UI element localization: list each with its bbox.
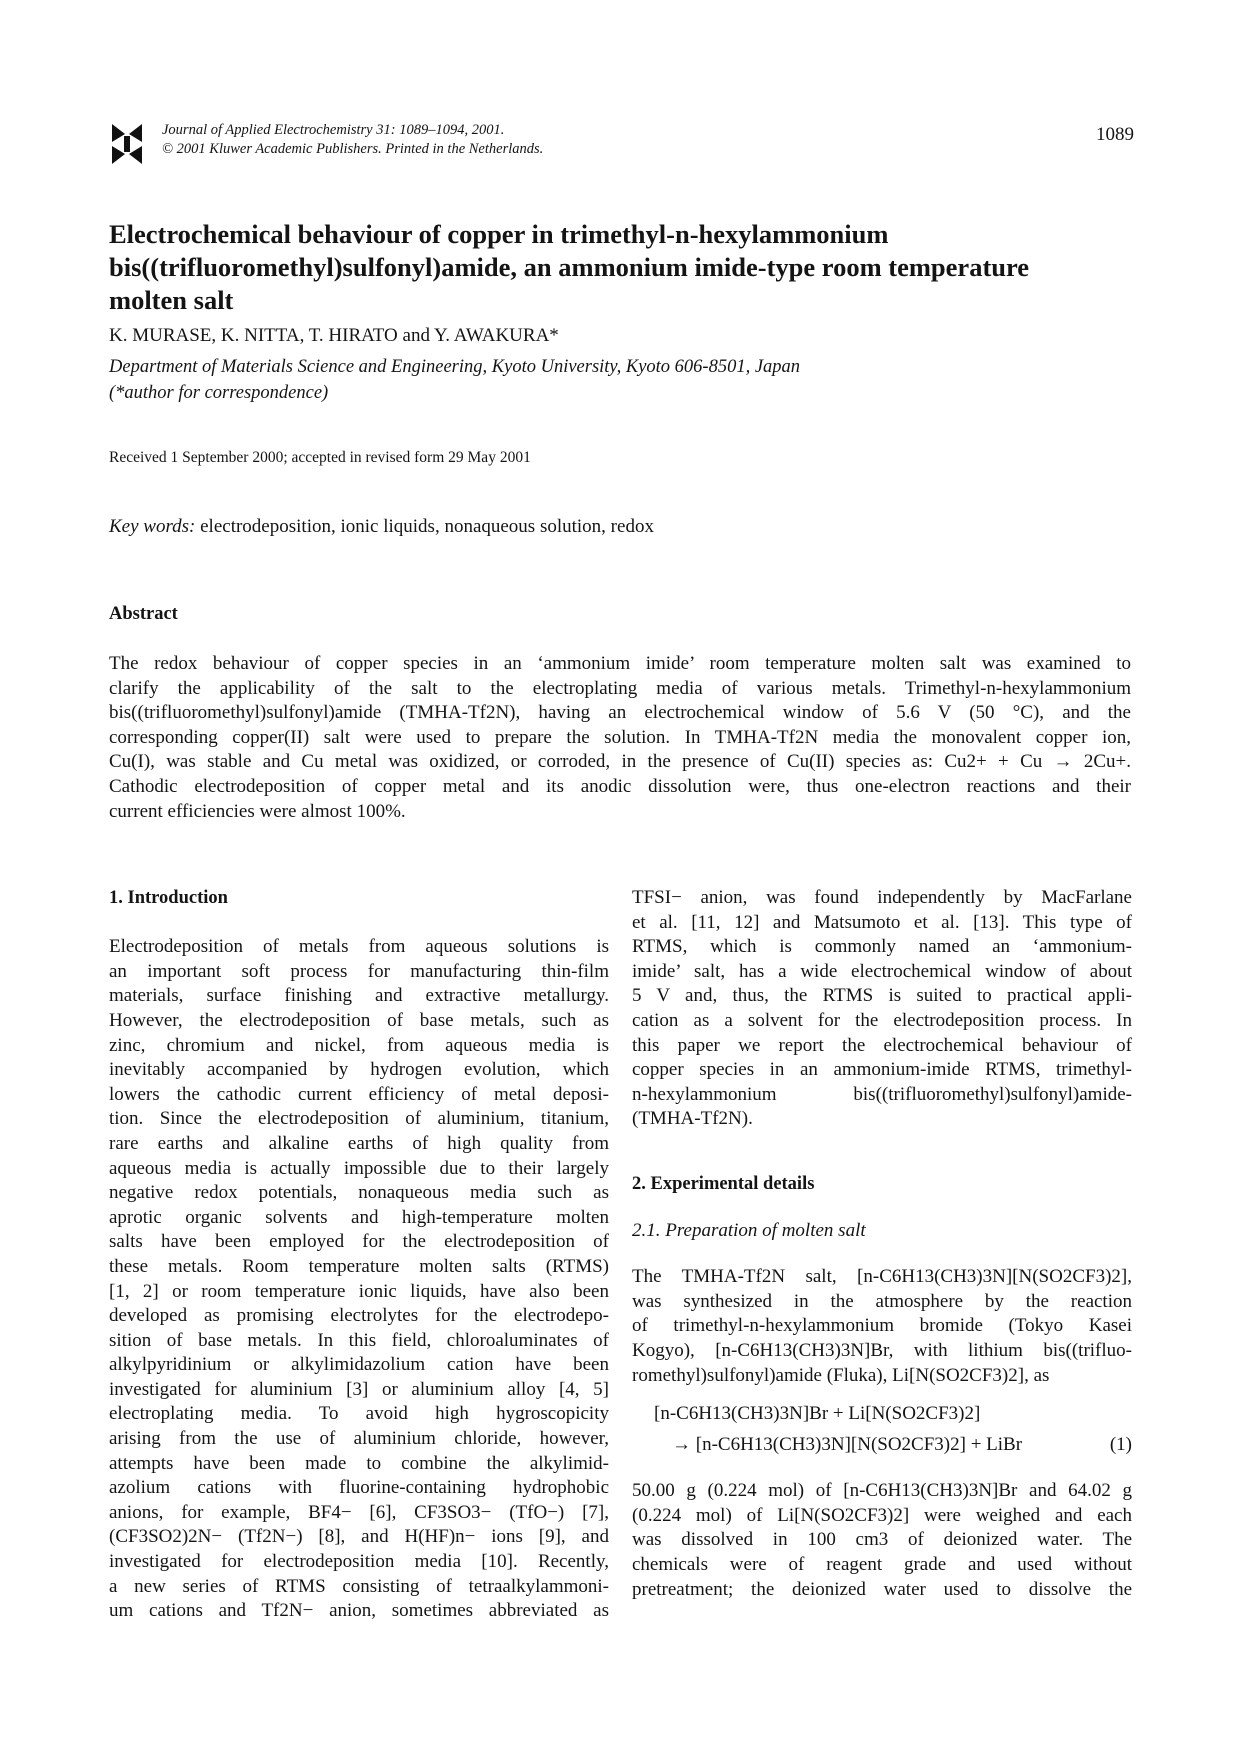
affiliation-line: (*author for correspondence) bbox=[109, 383, 329, 403]
publisher-logo-icon bbox=[110, 122, 144, 166]
body-line: Kogyo), [n-C6H13(CH3)3N]Br, with lithium bis((trifluo- bbox=[632, 1339, 1132, 1361]
abstract-line: corresponding copper(II) salt were used to prepare the solution. In TMHA-Tf2N media the monovalent copper ion, bbox=[109, 726, 1131, 748]
equation-line-1: [n-C6H13(CH3)3N]Br + Li[N(SO2CF3)2] bbox=[654, 1403, 981, 1425]
equation-1 bbox=[632, 1402, 1132, 1427]
title-line: Electrochemical behaviour of copper in trimethyl-n-hexylammonium bbox=[109, 219, 889, 249]
body-line: salts have been employed for the electrodeposition of bbox=[109, 1231, 609, 1253]
abstract-heading: Abstract bbox=[109, 604, 178, 624]
abstract-line: current efficiencies were almost 100%. bbox=[109, 800, 406, 822]
body-line: an important soft process for manufacturing thin-film bbox=[109, 960, 609, 982]
keywords-label: Key words: bbox=[109, 516, 196, 537]
abstract-line: Cu(I), was stable and Cu metal was oxidized, or corroded, in the presence of Cu(II) species as: Cu2+ + Cu → 2Cu+. bbox=[109, 751, 1131, 773]
body-line: (TMHA-Tf2N). bbox=[632, 1108, 753, 1130]
body-line: However, the electrodeposition of base metals, such as bbox=[109, 1009, 609, 1031]
body-line: was dissolved in 100 cm3 of deionized water. The bbox=[632, 1529, 1132, 1551]
body-line: pretreatment; the deionized water used to dissolve the bbox=[632, 1578, 1132, 1600]
body-line: investigated for electrodeposition media [10]. Recently, bbox=[109, 1551, 609, 1573]
abstract-line: bis((trifluoromethyl)sulfonyl)amide (TMHA-Tf2N), having an electrochemical window of 5.6 V (50 °C), and the bbox=[109, 702, 1131, 724]
abstract-line: clarify the applicability of the salt to the electroplating media of various metals. Trimethyl-n-hexylammonium bbox=[109, 677, 1131, 699]
received-dates: Received 1 September 2000; accepted in revised form 29 May 2001 bbox=[109, 449, 531, 466]
body-line: lowers the cathodic current efficiency of metal deposi- bbox=[109, 1083, 609, 1105]
body-line: n-hexylammonium bis((trifluoromethyl)sulfonyl)amide- bbox=[632, 1083, 1132, 1105]
body-line: 50.00 g (0.224 mol) of [n-C6H13(CH3)3N]Br and 64.02 g bbox=[632, 1480, 1132, 1502]
body-line: anions, for example, BF4− [6], CF3SO3− (TfO−) [7], bbox=[109, 1501, 609, 1523]
title-line: bis((trifluoromethyl)sulfonyl)amide, an ammonium imide-type room temperature bbox=[109, 252, 1030, 282]
body-line: imide’ salt, has a wide electrochemical window of about bbox=[632, 960, 1132, 982]
body-line: Electrodeposition of metals from aqueous solutions is bbox=[109, 936, 609, 958]
body-line: TFSI− anion, was found independently by MacFarlane bbox=[632, 887, 1132, 908]
page-number: 1089 bbox=[1096, 124, 1134, 145]
title-line: molten salt bbox=[109, 285, 234, 315]
equation-line-2: → [n-C6H13(CH3)3N][N(SO2CF3)2] + LiBr bbox=[672, 1433, 1023, 1455]
journal-line-2: © 2001 Kluwer Academic Publishers. Printed in the Netherlands. bbox=[162, 141, 544, 157]
body-line: copper species in an ammonium-imide RTMS, trimethyl- bbox=[632, 1059, 1132, 1081]
body-line: developed as promising electrolytes for the electrodepo- bbox=[109, 1305, 609, 1327]
body-line: azolium cations with fluorine-containing hydrophobic bbox=[109, 1477, 609, 1499]
body-line: RTMS, which is commonly named an ‘ammonium- bbox=[632, 936, 1132, 958]
subsection-heading: 2.1. Preparation of molten salt bbox=[632, 1219, 866, 1241]
body-line: rare earths and alkaline earths of high quality from bbox=[109, 1132, 609, 1154]
keywords bbox=[109, 516, 654, 538]
body-line: inevitably accompanied by hydrogen evolution, which bbox=[109, 1059, 609, 1081]
body-line: aqueous media is actually impossible due to their largely bbox=[109, 1157, 609, 1179]
body-line: aprotic organic solvents and high-temperature molten bbox=[109, 1206, 609, 1228]
body-line: (CF3SO2)2N− (Tf2N−) [8], and H(HF)n− ions [9], and bbox=[109, 1526, 609, 1548]
journal-citation bbox=[162, 121, 543, 159]
article-title bbox=[109, 218, 1139, 317]
body-line: zinc, chromium and nickel, from aqueous media is bbox=[109, 1034, 609, 1056]
body-line: (0.224 mol) of Li[N(SO2CF3)2] were weighed and each bbox=[632, 1504, 1132, 1526]
body-line: these metals. Room temperature molten salts (RTMS) bbox=[109, 1255, 609, 1277]
right-column bbox=[632, 886, 1132, 1602]
body-line: electroplating media. To avoid high hygroscopicity bbox=[109, 1403, 609, 1425]
body-line: alkylpyridinium or alkylimidazolium cation have been bbox=[109, 1354, 609, 1376]
section-heading-experimental: 2. Experimental details bbox=[632, 1173, 815, 1194]
body-line: of trimethyl-n-hexylammonium bromide (Tokyo Kasei bbox=[632, 1315, 1132, 1337]
body-line: tion. Since the electrodeposition of aluminium, titanium, bbox=[109, 1108, 609, 1130]
affiliation bbox=[109, 354, 800, 406]
authors: K. MURASE, K. NITTA, T. HIRATO and Y. AWAKURA* bbox=[109, 325, 559, 346]
body-line: materials, surface finishing and extractive metallurgy. bbox=[109, 985, 609, 1007]
body-line: um cations and Tf2N− anion, sometimes abbreviated as bbox=[109, 1600, 609, 1622]
abstract-line: The redox behaviour of copper species in an ‘ammonium imide’ room temperature molten salt was examined to bbox=[109, 653, 1131, 674]
body-line: cation as a solvent for the electrodeposition process. In bbox=[632, 1009, 1132, 1031]
journal-line-1: Journal of Applied Electrochemistry 31: 1089–1094, 2001. bbox=[162, 122, 505, 138]
equation-1-continued bbox=[632, 1433, 1132, 1458]
body-line: The TMHA-Tf2N salt, [n-C6H13(CH3)3N][N(SO2CF3)2], bbox=[632, 1266, 1132, 1288]
affiliation-line: Department of Materials Science and Engineering, Kyoto University, Kyoto 606-8501, Japan bbox=[109, 357, 801, 377]
abstract-line: Cathodic electrodeposition of copper metal and its anodic dissolution were, thus one-electron reactions and their bbox=[109, 775, 1131, 797]
section-heading-introduction: 1. Introduction bbox=[109, 888, 228, 908]
body-line: chemicals were of reagent grade and used without bbox=[632, 1554, 1132, 1576]
body-line: was synthesized in the atmosphere by the reaction bbox=[632, 1290, 1132, 1312]
body-line: arising from the use of aluminium chloride, however, bbox=[109, 1428, 609, 1450]
body-line: 5 V and, thus, the RTMS is suited to practical appli- bbox=[632, 985, 1132, 1007]
body-line: romethyl)sulfonyl)amide (Fluka), Li[N(SO2CF3)2], as bbox=[632, 1364, 1050, 1386]
left-column bbox=[109, 886, 609, 1624]
keywords-text: electrodeposition, ionic liquids, nonaqueous solution, redox bbox=[200, 516, 654, 537]
body-line: a new series of RTMS consisting of tetraalkylammoni- bbox=[109, 1575, 609, 1597]
equation-number: (1) bbox=[1109, 1433, 1132, 1455]
body-line: this paper we report the electrochemical behaviour of bbox=[632, 1034, 1132, 1056]
body-line: negative redox potentials, nonaqueous media such as bbox=[109, 1182, 609, 1204]
body-line: et al. [11, 12] and Matsumoto et al. [13]. This type of bbox=[632, 911, 1132, 933]
body-line: sition of base metals. In this field, chloroaluminates of bbox=[109, 1329, 609, 1351]
body-line: attempts have been made to combine the alkylimid- bbox=[109, 1452, 609, 1474]
abstract-body bbox=[109, 652, 1131, 824]
body-line: investigated for aluminium [3] or aluminium alloy [4, 5] bbox=[109, 1378, 609, 1400]
body-line: [1, 2] or room temperature ionic liquids, have also been bbox=[109, 1280, 609, 1302]
